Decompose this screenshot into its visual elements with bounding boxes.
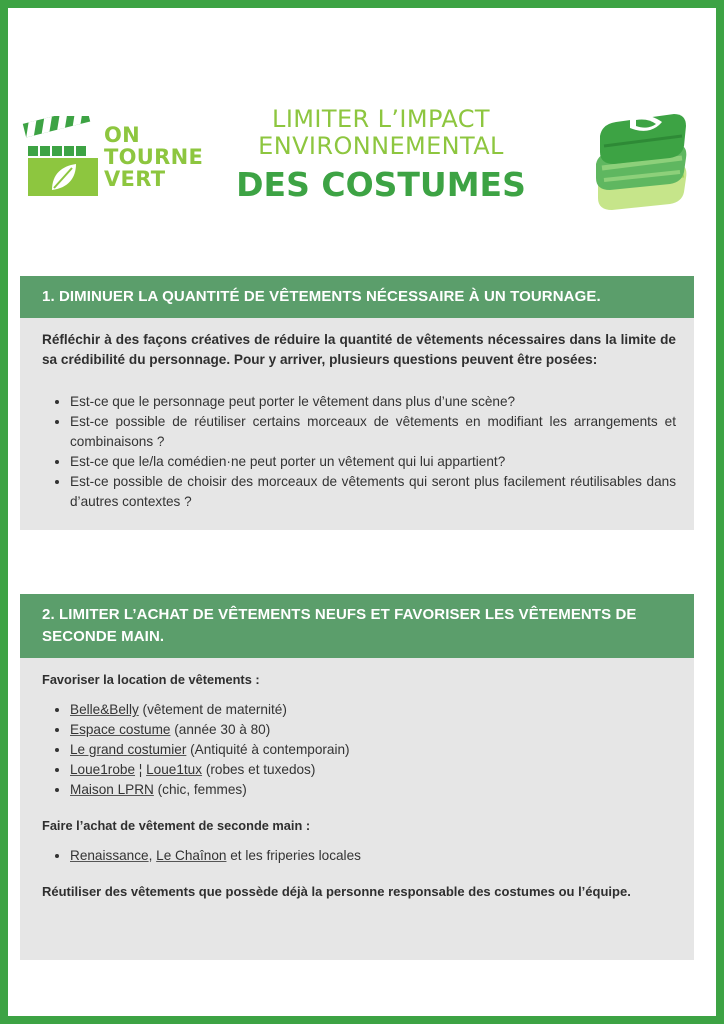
list-item: • Est-ce que le/la comédien·ne peut porter un vêtement qui lui appartient? xyxy=(70,452,676,472)
item-desc: (année 30 à 80) xyxy=(170,722,271,737)
link-loue1tux[interactable]: Loue1tux xyxy=(146,762,203,777)
list-item xyxy=(70,760,676,780)
link-maison-lprn[interactable]: Maison LPRN xyxy=(70,782,154,797)
logo-line-2: TOURNE xyxy=(104,145,204,169)
secondhand-title: Faire l’achat de vêtement de seconde main : xyxy=(42,818,311,833)
section-reduce-quantity xyxy=(20,276,694,530)
section-1-body xyxy=(20,318,694,530)
list-item: • Est-ce que le personnage peut porter le vêtement dans plus d’une scène? xyxy=(70,392,676,412)
section-second-hand xyxy=(20,594,694,960)
section-2-heading: 2. LIMITER L’ACHAT DE VÊTEMENTS NEUFS ET FAVORISER LES VÊTEMENTS DE SECONDE MAIN. xyxy=(20,594,694,658)
list-item xyxy=(70,700,676,720)
item-desc: (robes et tuxedos) xyxy=(202,762,316,777)
section-1-heading: 1. DIMINUER LA QUANTITÉ DE VÊTEMENTS NÉCESSAIRE À UN TOURNAGE. xyxy=(20,276,694,318)
link-separator: ¦ xyxy=(135,762,147,777)
list-item: • Est-ce possible de choisir des morceaux de vêtements qui seront plus facilement réutilisables dans d’autres contextes ? xyxy=(70,472,676,512)
list-item xyxy=(70,780,676,800)
item-desc: (vêtement de maternité) xyxy=(138,702,287,717)
item-desc: et les friperies locales xyxy=(226,848,361,863)
link-le-grand-costumier[interactable]: Le grand costumier xyxy=(70,742,187,757)
folded-clothes-icon xyxy=(590,106,694,216)
list-item xyxy=(70,846,676,866)
logo-line-3: VERT xyxy=(104,167,166,191)
clapperboard-leaf-icon xyxy=(22,116,102,200)
link-belle-belly[interactable]: Belle&Belly xyxy=(70,702,139,717)
list-item xyxy=(70,740,676,760)
secondhand-list xyxy=(42,846,676,866)
link-separator: , xyxy=(148,848,157,863)
section-1-intro: Réfléchir à des façons créatives de réduire la quantité de vêtements nécessaires dans la limite de sa crédibilité du personnage. Pour y arriver, plusieurs questions peuvent être posées: xyxy=(42,332,676,367)
link-renaissance[interactable]: Renaissance xyxy=(70,848,149,863)
list-item: • Est-ce possible de réutiliser certains morceaux de vêtements en modifiant les arrangements et combinaisons ? xyxy=(70,412,676,452)
section-1-question-list xyxy=(42,392,676,512)
rental-title: Favoriser la location de vêtements : xyxy=(42,672,260,687)
on-tourne-vert-logo xyxy=(22,116,222,206)
list-item xyxy=(70,720,676,740)
item-desc: (chic, femmes) xyxy=(153,782,247,797)
link-le-chainon[interactable]: Le Chaînon xyxy=(156,848,227,863)
link-espace-costume[interactable]: Espace costume xyxy=(70,722,171,737)
link-loue1robe[interactable]: Loue1robe xyxy=(70,762,136,777)
logo-line-1: ON xyxy=(104,123,141,147)
page-title xyxy=(228,106,534,206)
logo-text xyxy=(104,124,203,190)
title-line-1: LIMITER L’IMPACT xyxy=(272,105,490,133)
title-main: DES COSTUMES xyxy=(236,165,526,204)
title-line-2: ENVIRONNEMENTAL xyxy=(258,132,504,160)
item-desc: (Antiquité à contemporain) xyxy=(186,742,350,757)
closing-note: Réutiliser des vêtements que possède déjà la personne responsable des costumes ou l’équipe. xyxy=(42,884,631,899)
section-2-body xyxy=(20,658,694,920)
rental-list xyxy=(42,700,676,800)
